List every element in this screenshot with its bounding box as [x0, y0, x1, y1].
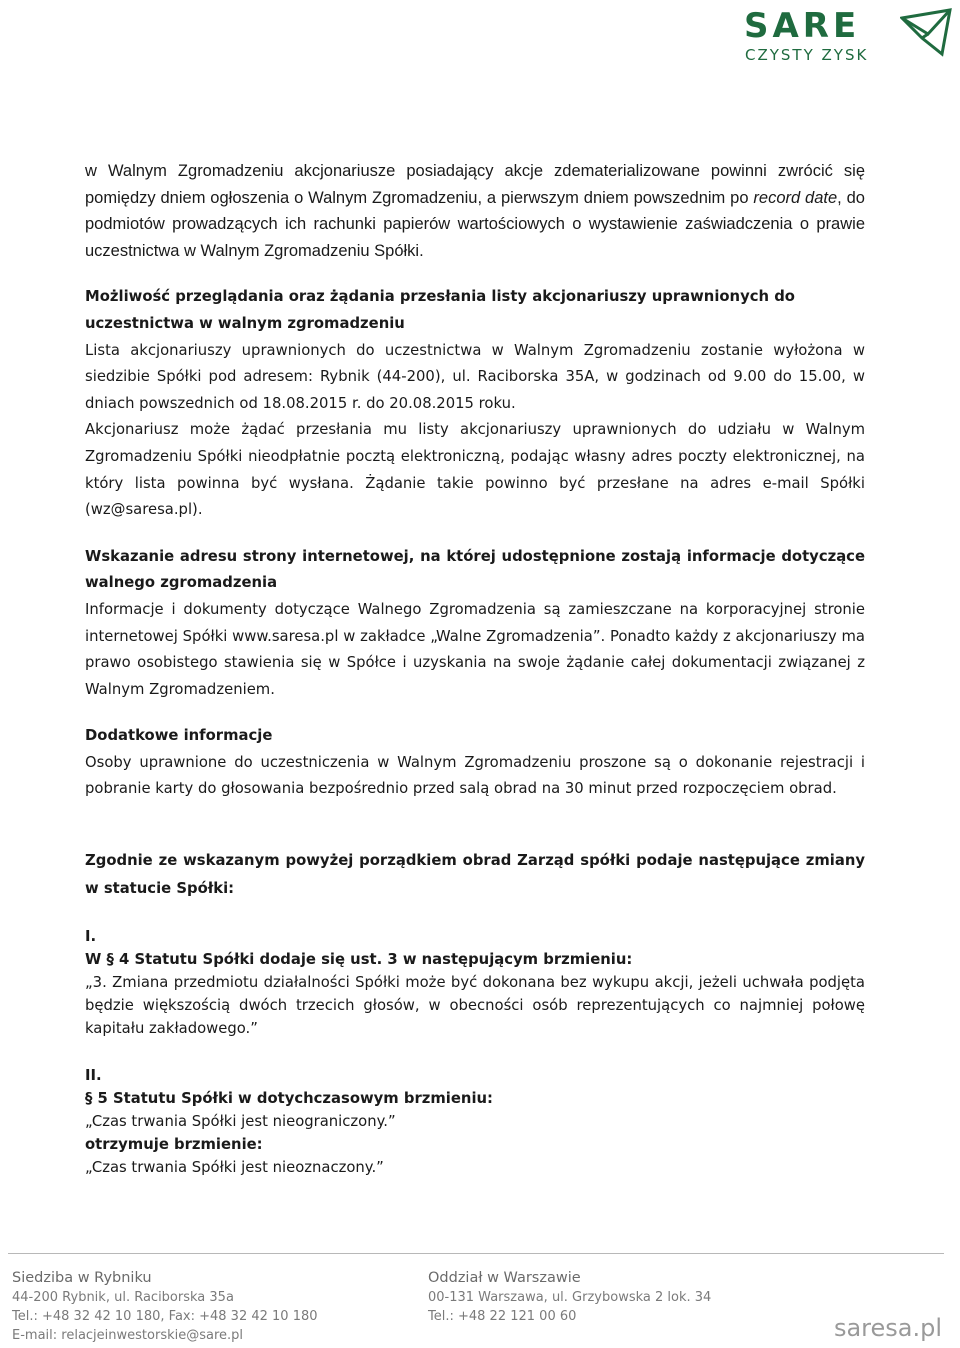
change-2-title: § 5 Statutu Spółki w dotychczasowym brzmieniu: — [85, 1090, 493, 1108]
web-section-heading: Wskazanie adresu strony internetowej, na której udostępnione zostają informacje dotyczące walnego zgromadzenia — [85, 547, 865, 592]
envelope-icon — [900, 8, 952, 58]
footer-hq-address: 44-200 Rybnik, ul. Raciborska 35a — [12, 1290, 234, 1305]
footer-headquarters — [12, 1268, 318, 1345]
company-logo — [742, 6, 954, 68]
footer-branch-address: 00-131 Warszawa, ul. Grzybowska 2 lok. 34 — [428, 1290, 712, 1305]
extra-section-heading: Dodatkowe informacje — [85, 727, 273, 745]
document-body — [85, 158, 865, 1179]
web-section-paragraph: Informacje i dokumenty dotyczące Walnego Zgromadzenia są zamieszczane na korporacyjnej stronie internetowej Spółki www.saresa.pl w zakładce „Walne Zgromadzenia”. Ponadto każdy z akcjonariuszy ma prawo osobistego stawienia się w Spółce i uzyskania na swoje żądanie całej dokumentacji związanej z Walnym Zgromadzeniem. — [85, 600, 865, 698]
footer-website: saresa.pl — [833, 1314, 942, 1342]
logo-tagline: CZYSTY ZYSK — [745, 46, 869, 64]
change-1-title: W § 4 Statutu Spółki dodaje się ust. 3 w następującym brzmieniu: — [85, 951, 633, 969]
intro-paragraph: w Walnym Zgromadzeniu akcjonariusze posiadający akcje zdematerializowane powinni zwrócić się pomiędzy dniem ogłoszenia o Walnym Zgromadzeniu, a pierwszym dniem powszednim po record date, do podmiotów prowadzących ich rachunki papierów wartościowych o wystawienie zaświadczenia o prawie uczestnictwa w Walnym Zgromadzeniu Spółki. — [85, 162, 865, 260]
change-1-number: I. — [85, 928, 97, 946]
footer-branch-phone: Tel.: +48 22 121 00 60 — [428, 1309, 577, 1324]
footer-hq-email: E-mail: relacjeinwestorskie@sare.pl — [12, 1328, 244, 1343]
footer-branch — [428, 1268, 711, 1326]
change-1-text: „3. Zmiana przedmiotu działalności Spółki może być dokonana bez wykupu akcji, jeżeli uchwała podjęta będzie większością dwóch trzecich głosów, w obecności osób reprezentujących co najmniej połowę kapitału zakładowego.” — [85, 974, 865, 1038]
list-section-heading: Możliwość przeglądania oraz żądania przesłania listy akcjonariuszy uprawnionych do uczestnictwa w walnym zgromadzeniu — [85, 288, 795, 332]
changes-heading: Zgodnie ze wskazanym powyżej porządkiem obrad Zarząd spółki podaje następujące zmiany w statucie Spółki: — [85, 852, 865, 898]
list-section-paragraph-1: Lista akcjonariuszy uprawnionych do uczestnictwa w Walnym Zgromadzeniu zostanie wyłożona w siedzibie Spółki pod adresem: Rybnik (44-200), ul. Raciborska 35A, w godzinach od 9.00 do 15.00, w dniach powszednich od 18.08.2015 r. do 20.08.2015 roku. — [85, 341, 865, 412]
change-2-number: II. — [85, 1067, 102, 1085]
logo-wordmark: SARE — [744, 6, 861, 46]
record-date-term: record date — [753, 188, 838, 207]
footer-branch-title: Oddział w Warszawie — [428, 1270, 581, 1286]
extra-section-paragraph: Osoby uprawnione do uczestniczenia w Walnym Zgromadzeniu proszone są o dokonanie rejestracji i pobranie karty do głosowania bezpośrednio przed salą obrad na 30 minut przed rozpoczęciem obrad. — [85, 753, 865, 798]
change-2-new-text: „Czas trwania Spółki jest nieoznaczony.” — [85, 1159, 384, 1177]
change-2-old-text: „Czas trwania Spółki jest nieograniczony.” — [85, 1113, 396, 1131]
footer-hq-phone: Tel.: +48 32 42 10 180, Fax: +48 32 42 10 180 — [12, 1309, 318, 1324]
list-section-paragraph-2: Akcjonariusz może żądać przesłania mu listy akcjonariuszy uprawnionych do udziału w Walnym Zgromadzeniu Spółki nieodpłatnie pocztą elektroniczną, podając własny adres poczty elektronicznej, na który lista powinna być wysłana. Żądanie takie powinno być przesłane na adres e-mail Spółki (wz@saresa.pl). — [85, 421, 865, 519]
change-2-new-label: otrzymuje brzmienie: — [85, 1136, 263, 1154]
footer-divider — [8, 1253, 944, 1254]
footer-hq-title: Siedziba w Rybniku — [12, 1270, 152, 1286]
